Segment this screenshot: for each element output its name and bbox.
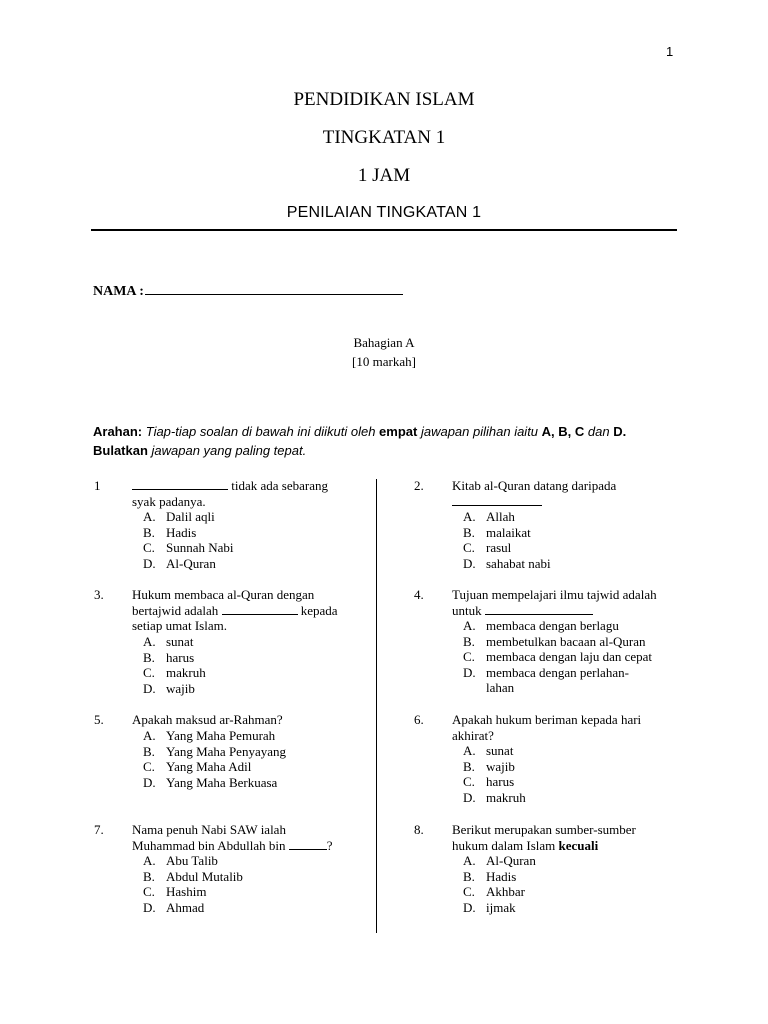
options (143, 634, 206, 696)
option-c[interactable]: C. Yang Maha Adil (143, 759, 252, 775)
option-b[interactable]: B. wajib (463, 758, 515, 774)
option-d[interactable]: D. wajib (143, 680, 195, 696)
option-c[interactable]: C. makruh (143, 665, 206, 681)
instructions-text-1: Tiap-tiap soalan di bawah ini diikuti oleh (142, 424, 380, 439)
option-d[interactable]: D. makruh (463, 789, 526, 805)
option-d[interactable]: D. Al-Quran (143, 555, 216, 571)
question-2 (414, 478, 704, 573)
option-b[interactable]: B. malaikat (463, 524, 531, 540)
header-divider (91, 229, 677, 231)
assessment-title: PENILAIAN TINGKATAN 1 (286, 204, 482, 221)
options (463, 853, 536, 915)
question-stem: tidak ada sebarang syak padanya. (132, 478, 328, 509)
page-number: 1 (666, 44, 674, 59)
question-4 (414, 587, 714, 699)
option-b[interactable]: B. harus (143, 649, 195, 665)
answer-blank (485, 603, 593, 615)
question-number: 8. (414, 822, 424, 837)
name-field[interactable] (93, 281, 403, 300)
section-name: Bahagian A (353, 335, 415, 350)
instructions-abc: A, B, C (541, 424, 585, 439)
answer-blank (222, 603, 298, 615)
name-blank-line[interactable] (145, 281, 403, 295)
option-a[interactable]: A. Dalil aqli (143, 509, 215, 524)
option-a[interactable]: A. membaca dengan berlagu (463, 618, 619, 633)
question-number: 6. (414, 712, 424, 727)
section-marks: [10 markah] (352, 354, 416, 369)
question-1 (94, 478, 374, 573)
section-heading (0, 333, 768, 371)
question-7 (94, 822, 374, 917)
question-stem: Apakah hukum beriman kepada hari akhirat? (452, 712, 642, 743)
option-b[interactable]: B. Hadis (143, 524, 197, 540)
instructions-label: Arahan: (93, 424, 143, 439)
question-5 (94, 712, 374, 792)
options (143, 728, 286, 790)
column-divider (376, 479, 377, 933)
duration-title: 1 JAM (357, 165, 411, 186)
options (143, 509, 234, 571)
question-stem: Berikut merupakan sumber-sumber hukum dalam Islam kecuali (452, 822, 636, 853)
option-d[interactable]: D. Yang Maha Berkuasa (143, 774, 278, 790)
instructions-empat: empat (379, 424, 418, 439)
option-d-continued: lahan (486, 680, 515, 696)
option-a[interactable]: A. sunat (143, 634, 194, 649)
question-3 (94, 587, 374, 699)
option-c[interactable]: C. rasul (463, 540, 512, 556)
subject-title: PENDIDIKAN ISLAM (293, 89, 475, 110)
instructions-dan: dan (584, 424, 614, 439)
question-number: 3. (94, 587, 104, 602)
instructions (93, 422, 683, 460)
option-c[interactable]: C. Hashim (143, 884, 207, 900)
options (463, 618, 652, 696)
question-6 (414, 712, 704, 807)
question-number: 2. (414, 478, 424, 493)
question-stem: Nama penuh Nabi SAW ialah Muhammad bin Abdullah bin ? (132, 822, 333, 853)
name-label: NAMA : (93, 284, 144, 299)
question-number: 1 (94, 478, 101, 493)
option-a[interactable]: A. Yang Maha Pemurah (143, 728, 276, 743)
question-8 (414, 822, 704, 917)
question-number: 7. (94, 822, 104, 837)
option-a[interactable]: A. sunat (463, 743, 514, 758)
question-stem: Apakah maksud ar-Rahman? (132, 712, 283, 727)
option-c[interactable]: C. Akhbar (463, 884, 525, 900)
option-c[interactable]: C. harus (463, 774, 515, 790)
option-a[interactable]: A. Al-Quran (463, 853, 536, 868)
kecuali-emphasis: kecuali (558, 837, 599, 853)
option-b[interactable]: B. Hadis (463, 868, 517, 884)
form-title: TINGKATAN 1 (322, 127, 446, 148)
option-d[interactable]: D. sahabat nabi (463, 555, 551, 571)
option-d[interactable]: D. Ahmad (143, 899, 205, 915)
answer-blank (132, 478, 228, 490)
options (463, 509, 551, 571)
option-a[interactable]: A. Allah (463, 509, 515, 524)
options (143, 853, 243, 915)
instructions-bulatkan: Bulatkan (93, 443, 148, 458)
question-stem: Hukum membaca al-Quran dengan bertajwid adalah kepada setiap umat Islam. (132, 587, 338, 634)
option-d[interactable]: D. ijmak (463, 899, 516, 915)
options (463, 743, 526, 805)
question-stem: Kitab al-Quran datang daripada (452, 478, 616, 509)
instructions-text-3: jawapan yang paling tepat. (147, 443, 307, 458)
option-a[interactable]: A. Abu Talib (143, 853, 218, 868)
question-number: 4. (414, 587, 424, 602)
option-c[interactable]: C. membaca dengan laju dan cepat (463, 649, 653, 665)
instructions-text-2: jawapan pilihan iaitu (417, 424, 542, 439)
answer-blank (289, 838, 327, 850)
instructions-d: D. (613, 424, 627, 439)
answer-blank (452, 494, 542, 506)
option-b[interactable]: B. Abdul Mutalib (143, 868, 243, 884)
question-number: 5. (94, 712, 104, 727)
option-b[interactable]: B. Yang Maha Penyayang (143, 743, 286, 759)
question-stem: Tujuan mempelajari ilmu tajwid adalah untuk (452, 587, 657, 618)
option-d[interactable]: D. membaca dengan perlahan- (463, 664, 629, 680)
option-b[interactable]: B. membetulkan bacaan al-Quran (463, 633, 646, 649)
option-c[interactable]: C. Sunnah Nabi (143, 540, 234, 556)
